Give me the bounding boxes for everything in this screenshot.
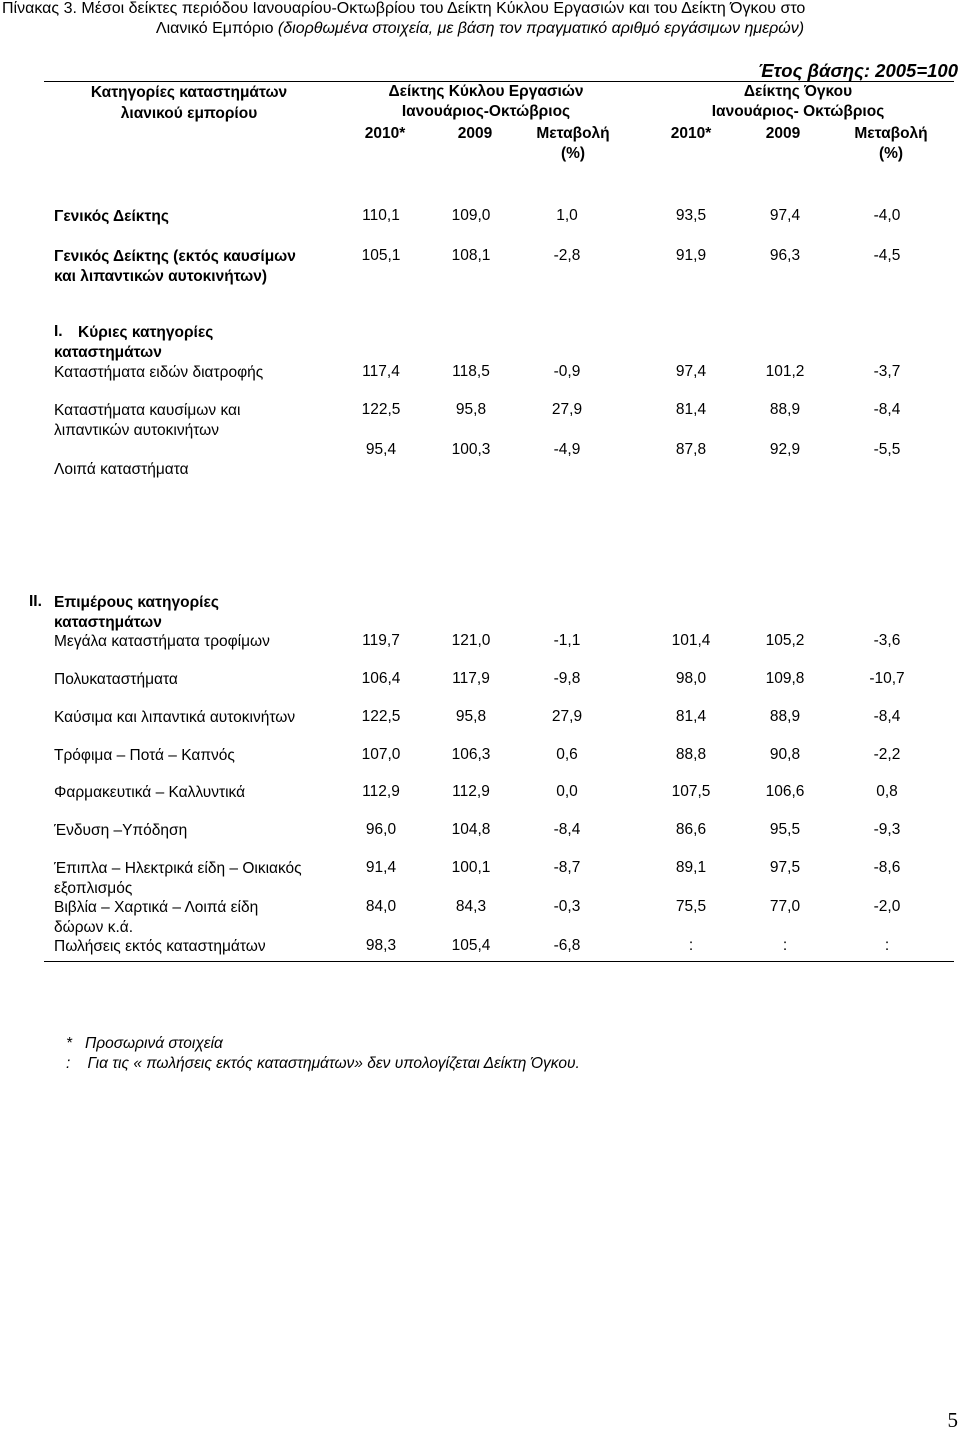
header-turnover-line1: Δείκτης Κύκλου Εργασιών (388, 83, 584, 100)
cell-volume-2010: : (688, 937, 694, 954)
cell-volume-2010: 93,5 (675, 207, 707, 224)
cell-volume-change: 0,8 (876, 783, 898, 800)
cell-volume-2009: 88,9 (769, 401, 801, 418)
col-volume-change: Μεταβολή (%) (854, 125, 928, 162)
cell-turnover-2010: 112,9 (362, 783, 400, 800)
cell-turnover-change: -8,7 (553, 859, 581, 876)
cell-turnover-2009: 112,9 (452, 783, 490, 800)
cell-volume-change: -2,0 (873, 898, 901, 915)
cell-volume-2010: 81,4 (675, 708, 707, 725)
note-provisional (66, 1035, 223, 1053)
cell-turnover-2010: 105,1 (361, 247, 401, 264)
cell-volume-change: -8,4 (873, 401, 901, 418)
row-label-fuels: Καύσιμα και λιπαντικά αυτοκινήτων (54, 709, 296, 726)
cell-volume-2009: 101,2 (765, 363, 805, 380)
cell-turnover-change: 0,6 (556, 746, 578, 763)
cell-volume-2010: 89,1 (675, 859, 707, 876)
cell-turnover-2010: 106,4 (361, 670, 401, 687)
header-categories-line2: λιανικού εμπορίου (120, 105, 258, 122)
cell-volume-change: -4,5 (873, 247, 901, 264)
cell-volume-2009: 106,6 (765, 783, 805, 800)
cell-turnover-2010: 110,1 (362, 207, 400, 224)
cell-turnover-2009: 104,8 (451, 821, 491, 838)
table-subtitle (0, 20, 960, 38)
cell-turnover-change: -1,1 (553, 632, 581, 649)
cell-turnover-2009: 106,3 (451, 746, 491, 763)
section-2-title: Επιμέρους κατηγορίες καταστημάτων (54, 594, 219, 631)
subtitle-italic: (διορθωμένα στοιχεία, με βάση τον πραγματικό αριθμό εργάσιμων ημερών) (277, 20, 805, 37)
cell-turnover-2009: 95,8 (455, 401, 487, 418)
cell-volume-2010: 75,5 (675, 898, 707, 915)
table-number: Πίνακας 3. (2, 0, 77, 17)
cell-volume-2010: 97,4 (675, 363, 707, 380)
table-title (2, 0, 805, 18)
cell-turnover-2010: 84,0 (365, 898, 397, 915)
cell-turnover-change: -0,3 (553, 898, 581, 915)
table-title-main: Μέσοι δείκτες περιόδου Ιανουαρίου-Οκτωβρίου του Δείκτη Κύκλου Εργασιών και του Δείκτη Όγκου στο (81, 0, 806, 17)
cell-volume-2009: 92,9 (769, 441, 801, 458)
cell-turnover-change: 27,9 (551, 708, 583, 725)
header-volume-line2: Ιανουάριος- Οκτώβριος (711, 103, 885, 120)
row-label-books-stationery: Βιβλία – Χαρτικά – Λοιπά είδη δώρων κ.ά. (54, 899, 259, 936)
header-volume-line1: Δείκτης Όγκου (743, 83, 853, 100)
section-1-title: Κύριες κατηγορίες καταστημάτων (54, 324, 214, 361)
cell-volume-2009: 97,4 (769, 207, 801, 224)
note-symbol-colon: : (66, 1055, 71, 1072)
cell-volume-change: -10,7 (869, 670, 905, 687)
note-text-provisional: Προσωρινά στοιχεία (84, 1035, 223, 1052)
row-label-furniture-electrical: Έπιπλα – Ηλεκτρικά είδη – Οικιακός εξοπλισμός (54, 860, 302, 897)
cell-volume-2010: 88,8 (675, 746, 707, 763)
row-label-other-stores: Λοιπά καταστήματα (54, 461, 189, 478)
cell-turnover-2009: 100,1 (451, 859, 491, 876)
cell-volume-2010: 101,4 (671, 632, 711, 649)
cell-volume-2009: 77,0 (769, 898, 801, 915)
row-label-pharma-cosmetics: Φαρμακευτικά – Καλλυντικά (54, 784, 246, 801)
cell-turnover-change: -9,8 (553, 670, 581, 687)
cell-turnover-change: 1,0 (556, 207, 578, 224)
note-text-no-volume: Για τις « πωλήσεις εκτός καταστημάτων» δεν υπολογίζεται Δείκτη Όγκου. (87, 1055, 580, 1072)
cell-volume-2009: : (782, 937, 788, 954)
cell-volume-change: -8,4 (873, 708, 901, 725)
cell-volume-change: -5,5 (873, 441, 901, 458)
note-no-volume (66, 1055, 580, 1073)
section-2-numeral: II. (29, 593, 42, 610)
cell-volume-2010: 98,0 (675, 670, 707, 687)
cell-volume-2009: 96,3 (769, 247, 801, 264)
cell-turnover-change: -2,8 (553, 247, 581, 264)
row-label-food-stores: Καταστήματα ειδών διατροφής (54, 364, 264, 381)
cell-turnover-2009: 121,0 (451, 632, 491, 649)
cell-volume-2009: 109,8 (765, 670, 805, 687)
row-label-supermarkets: Μεγάλα καταστήματα τροφίμων (54, 633, 270, 650)
col-turnover-change: Μεταβολή (%) (536, 125, 610, 162)
row-label-clothing-footwear: Ένδυση –Υπόδηση (54, 822, 188, 839)
cell-turnover-2009: 84,3 (455, 898, 487, 915)
cell-volume-2009: 88,9 (769, 708, 801, 725)
cell-turnover-2010: 122,5 (361, 708, 401, 725)
cell-turnover-change: 27,9 (551, 401, 583, 418)
cell-turnover-2010: 119,7 (362, 632, 400, 649)
cell-turnover-2009: 109,0 (451, 207, 491, 224)
cell-volume-2009: 95,5 (769, 821, 801, 838)
col-turnover-2009: 2009 (457, 125, 493, 142)
cell-volume-2010: 107,5 (671, 783, 711, 800)
cell-turnover-2009: 100,3 (451, 441, 491, 458)
cell-turnover-2010: 95,4 (365, 441, 397, 458)
cell-turnover-2010: 96,0 (365, 821, 397, 838)
cell-volume-change: -3,6 (873, 632, 901, 649)
cell-volume-change: -3,7 (873, 363, 901, 380)
cell-turnover-2009: 105,4 (451, 937, 491, 954)
cell-volume-2010: 91,9 (675, 247, 707, 264)
cell-turnover-2010: 122,5 (361, 401, 401, 418)
cell-turnover-2009: 118,5 (452, 363, 490, 380)
header-turnover-line2: Ιανουάριος-Οκτώβριος (401, 103, 571, 120)
note-symbol-asterisk: * (66, 1035, 73, 1052)
cell-turnover-change: -4,9 (553, 441, 581, 458)
cell-volume-change: -4,0 (873, 207, 901, 224)
cell-volume-2009: 105,2 (765, 632, 805, 649)
row-label-food-drink-tobacco: Τρόφιμα – Ποτά – Καπνός (54, 747, 235, 764)
cell-turnover-change: -0,9 (553, 363, 581, 380)
section-1-numeral: I. (54, 323, 63, 340)
cell-volume-change: : (884, 937, 890, 954)
cell-volume-2010: 86,6 (675, 821, 707, 838)
cell-turnover-2010: 98,3 (365, 937, 397, 954)
cell-volume-2010: 87,8 (675, 441, 707, 458)
base-year: Έτος βάσης: 2005=100 (757, 60, 958, 81)
cell-turnover-2009: 95,8 (455, 708, 487, 725)
col-turnover-2010: 2010* (364, 125, 406, 142)
col-volume-2009: 2009 (765, 125, 801, 142)
subtitle-plain: Λιανικό Εμπόριο (155, 20, 278, 37)
row-label-general: Γενικός Δείκτης (54, 208, 169, 225)
row-label-general-ex-fuel: Γενικός Δείκτης (εκτός καυσίμων και λιπαντικών αυτοκινήτων) (54, 248, 296, 285)
cell-turnover-change: -6,8 (553, 937, 581, 954)
cell-turnover-2009: 117,9 (452, 670, 490, 687)
header-turnover-index (336, 82, 636, 122)
row-label-fuel-stores: Καταστήματα καυσίμων και λιπαντικών αυτοκινήτων (54, 402, 241, 439)
cell-turnover-change: 0,0 (556, 783, 578, 800)
header-categories-line1: Κατηγορίες καταστημάτων (90, 84, 288, 101)
cell-turnover-2009: 108,1 (451, 247, 491, 264)
page-number: 5 (947, 1408, 958, 1432)
col-volume-2010: 2010* (670, 125, 712, 142)
cell-volume-change: -8,6 (873, 859, 901, 876)
row-label-department-stores: Πολυκαταστήματα (54, 671, 178, 688)
header-categories (46, 82, 332, 124)
row-label-non-store-sales: Πωλήσεις εκτός καταστημάτων (54, 938, 266, 955)
cell-turnover-change: -8,4 (553, 821, 581, 838)
cell-volume-change: -2,2 (873, 746, 901, 763)
cell-volume-2009: 90,8 (769, 746, 801, 763)
cell-volume-2009: 97,5 (769, 859, 801, 876)
header-volume-index (648, 82, 948, 122)
table-bottom-rule (44, 961, 954, 962)
cell-turnover-2010: 117,4 (362, 363, 400, 380)
cell-turnover-2010: 91,4 (365, 859, 397, 876)
cell-volume-change: -9,3 (873, 821, 901, 838)
cell-volume-2010: 81,4 (675, 401, 707, 418)
cell-turnover-2010: 107,0 (361, 746, 401, 763)
